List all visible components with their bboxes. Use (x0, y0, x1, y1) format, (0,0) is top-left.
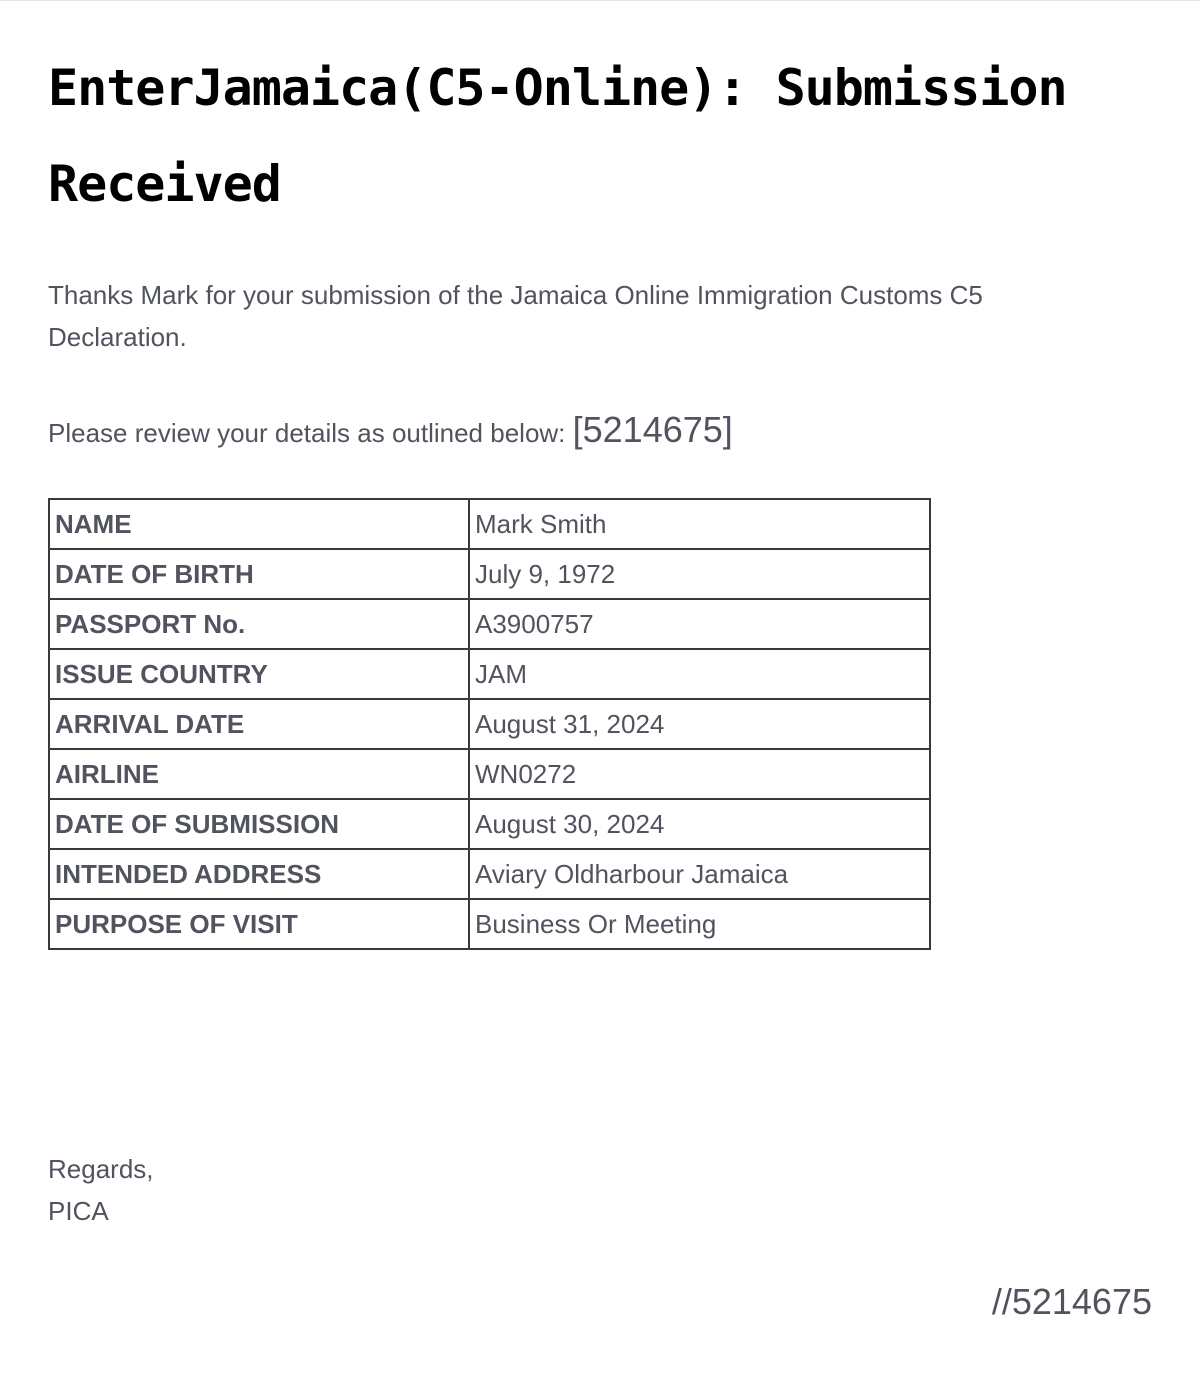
detail-value-passport: A3900757 (469, 599, 930, 649)
email-title: EnterJamaica(C5-Online): Submission Received (48, 59, 1067, 213)
closing-text: Regards, (48, 1154, 154, 1184)
table-row (49, 799, 930, 849)
table-row (49, 599, 930, 649)
details-table (48, 498, 931, 950)
table-row (49, 749, 930, 799)
detail-value-date-of-submission: August 30, 2024 (469, 799, 930, 849)
detail-value-issue-country: JAM (469, 649, 930, 699)
detail-label-date-of-submission: DATE OF SUBMISSION (49, 799, 469, 849)
table-row (49, 499, 930, 549)
review-line (48, 402, 733, 461)
detail-label-airline: AIRLINE (49, 749, 469, 799)
intro-text: Thanks Mark for your submission of the Jamaica Online Immigration Customs C5 Declaration. (48, 280, 983, 352)
detail-value-arrival-date: August 31, 2024 (469, 699, 930, 749)
sign-off (48, 1148, 154, 1232)
detail-label-passport: PASSPORT No. (49, 599, 469, 649)
signature-text: PICA (48, 1196, 109, 1226)
detail-label-intended-address: INTENDED ADDRESS (49, 849, 469, 899)
detail-label-date-of-birth: DATE OF BIRTH (49, 549, 469, 599)
table-row (49, 899, 930, 949)
detail-label-arrival-date: ARRIVAL DATE (49, 699, 469, 749)
table-row (49, 699, 930, 749)
detail-value-purpose-of-visit: Business Or Meeting (469, 899, 930, 949)
detail-value-date-of-birth: July 9, 1972 (469, 549, 930, 599)
detail-value-intended-address: Aviary Oldharbour Jamaica (469, 849, 930, 899)
detail-label-purpose-of-visit: PURPOSE OF VISIT (49, 899, 469, 949)
table-row (49, 849, 930, 899)
detail-label-name: NAME (49, 499, 469, 549)
detail-value-airline: WN0272 (469, 749, 930, 799)
table-row (49, 549, 930, 599)
footer-reference: //5214675 (991, 1281, 1152, 1322)
table-row (49, 649, 930, 699)
top-divider (0, 0, 1200, 1)
review-text: Please review your details as outlined below: (48, 418, 573, 448)
detail-value-name: Mark Smith (469, 499, 930, 549)
reference-number: [5214675] (572, 409, 733, 450)
detail-label-issue-country: ISSUE COUNTRY (49, 649, 469, 699)
